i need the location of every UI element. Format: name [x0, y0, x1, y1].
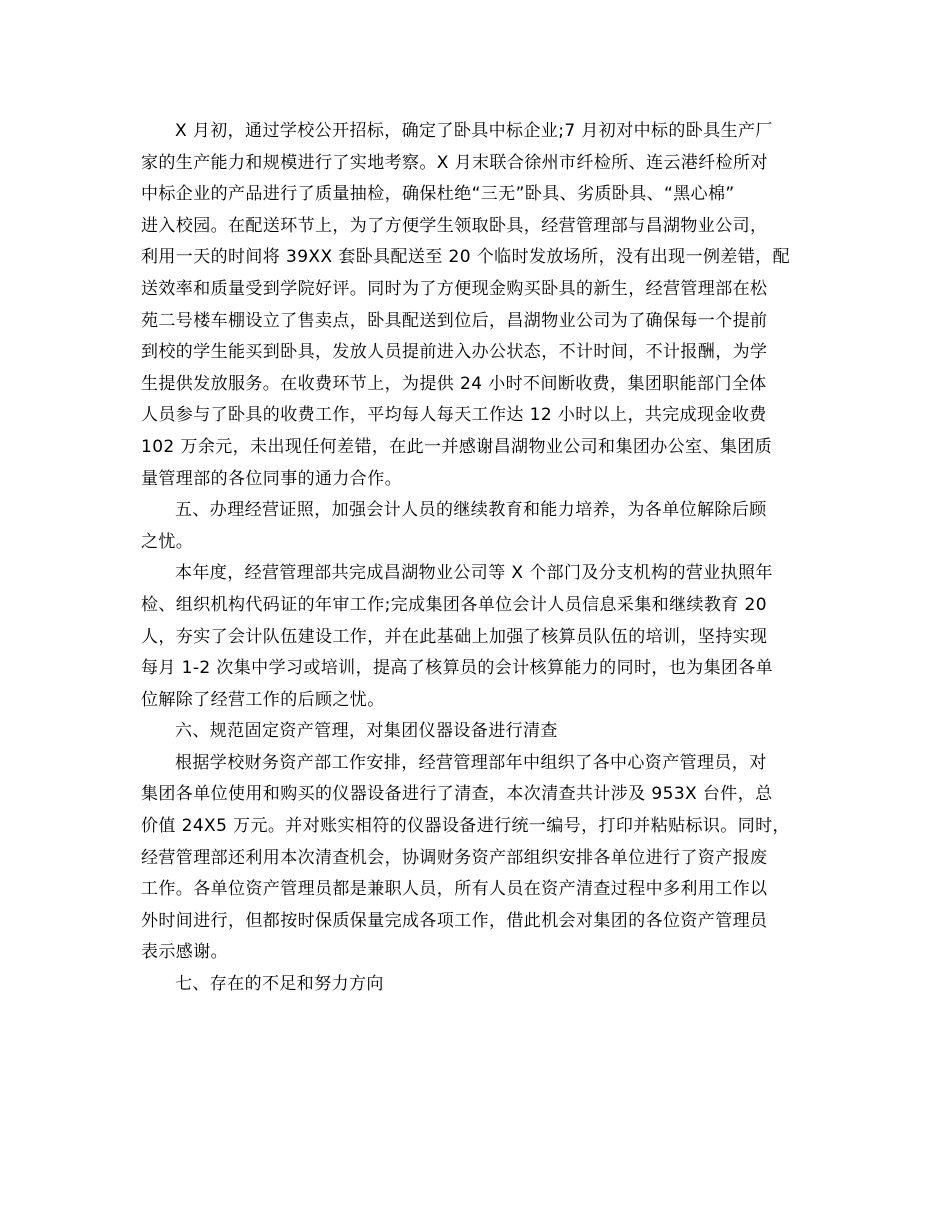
- text-line: 外时间进行，但都按时保质保量完成各项工作，借此机会对集团的各位资产管理员: [141, 910, 768, 931]
- section-heading-7: [141, 969, 813, 1001]
- text-line: 位解除了经营工作的后顾之忧。: [141, 689, 385, 710]
- text-line: 到校的学生能买到卧具，发放人员提前进入办公状态，不计时间，不计报酬，为学: [141, 342, 768, 363]
- text-line: 102 万余元，未出现任何差错，在此一并感谢昌湖物业公司和集团办公室、集团质: [141, 436, 773, 457]
- text-line: 利用一天的时间将 39XX 套卧具配送至 20 个临时发放场所，没有出现一例差错，配: [141, 247, 790, 268]
- document-body: [141, 116, 813, 1001]
- paragraph-assets: [141, 748, 813, 969]
- heading-line: 六、规范固定资产管理，对集团仪器设备进行清查: [175, 721, 558, 742]
- heading-line: 五、办理经营证照，加强会计人员的继续教育和能力培养，为各单位解除后顾: [175, 500, 767, 521]
- text-line: 价值 24X5 万元。并对账实相符的仪器设备进行统一编号，打印并粘贴标识。同时，: [141, 816, 790, 837]
- text-line: 表示感谢。: [141, 942, 228, 963]
- text-line: 家的生产能力和规模进行了实地考察。X 月末联合徐州市纤检所、连云港纤检所对: [141, 152, 768, 173]
- text-line: 送效率和质量受到学院好评。同时为了方便现金购买卧具的新生，经营管理部在松: [141, 278, 768, 299]
- text-line: 本年度，经营管理部共完成昌湖物业公司等 X 个部门及分支机构的营业执照年: [175, 563, 773, 584]
- section-heading-6: [141, 716, 813, 748]
- paragraph-procurement: [141, 116, 813, 495]
- text-line: 生提供发放服务。在收费环节上，为提供 24 小时不间断收费，集团职能部门全体: [141, 373, 767, 394]
- section-heading-5: [141, 495, 813, 558]
- text-line: 检、组织机构代码证的年审工作;完成集团各单位会计人员信息采集和继续教育 20: [141, 594, 767, 615]
- text-line: 量管理部的各位同事的通力合作。: [141, 468, 402, 489]
- text-line: 人，夯实了会计队伍建设工作，并在此基础上加强了核算员队伍的培训，坚持实现: [141, 626, 768, 647]
- paragraph-licenses: [141, 558, 813, 716]
- text-line: 进入校园。在配送环节上，为了方便学生领取卧具，经营管理部与昌湖物业公司，: [141, 215, 768, 236]
- text-line: 人员参与了卧具的收费工作，平均每人每天工作达 12 小时以上，共完成现金收费: [141, 405, 767, 426]
- heading-line: 七、存在的不足和努力方向: [175, 974, 384, 995]
- text-line: 工作。各单位资产管理员都是兼职人员，所有人员在资产清查过程中多利用工作以: [141, 879, 768, 900]
- text-line: 经营管理部还利用本次清查机会，协调财务资产部组织安排各单位进行了资产报废: [141, 847, 768, 868]
- text-line: 每月 1-2 次集中学习或培训，提高了核算员的会计核算能力的同时，也为集团各单: [141, 658, 774, 679]
- heading-line: 之忧。: [141, 531, 194, 552]
- text-line: X 月初，通过学校公开招标，确定了卧具中标企业;7 月初对中标的卧具生产厂: [175, 121, 773, 141]
- text-line: 集团各单位使用和购买的仪器设备进行了清查，本次清查共计涉及 953X 台件，总: [141, 784, 773, 805]
- text-line: 苑二号楼车棚设立了售卖点，卧具配送到位后，昌湖物业公司为了确保每一个提前: [141, 310, 768, 331]
- text-line: 根据学校财务资产部工作安排，经营管理部年中组织了各中心资产管理员，对: [175, 752, 767, 773]
- text-line: 中标企业的产品进行了质量抽检，确保杜绝“三无”卧具、劣质卧具、“黑心棉”: [141, 184, 735, 205]
